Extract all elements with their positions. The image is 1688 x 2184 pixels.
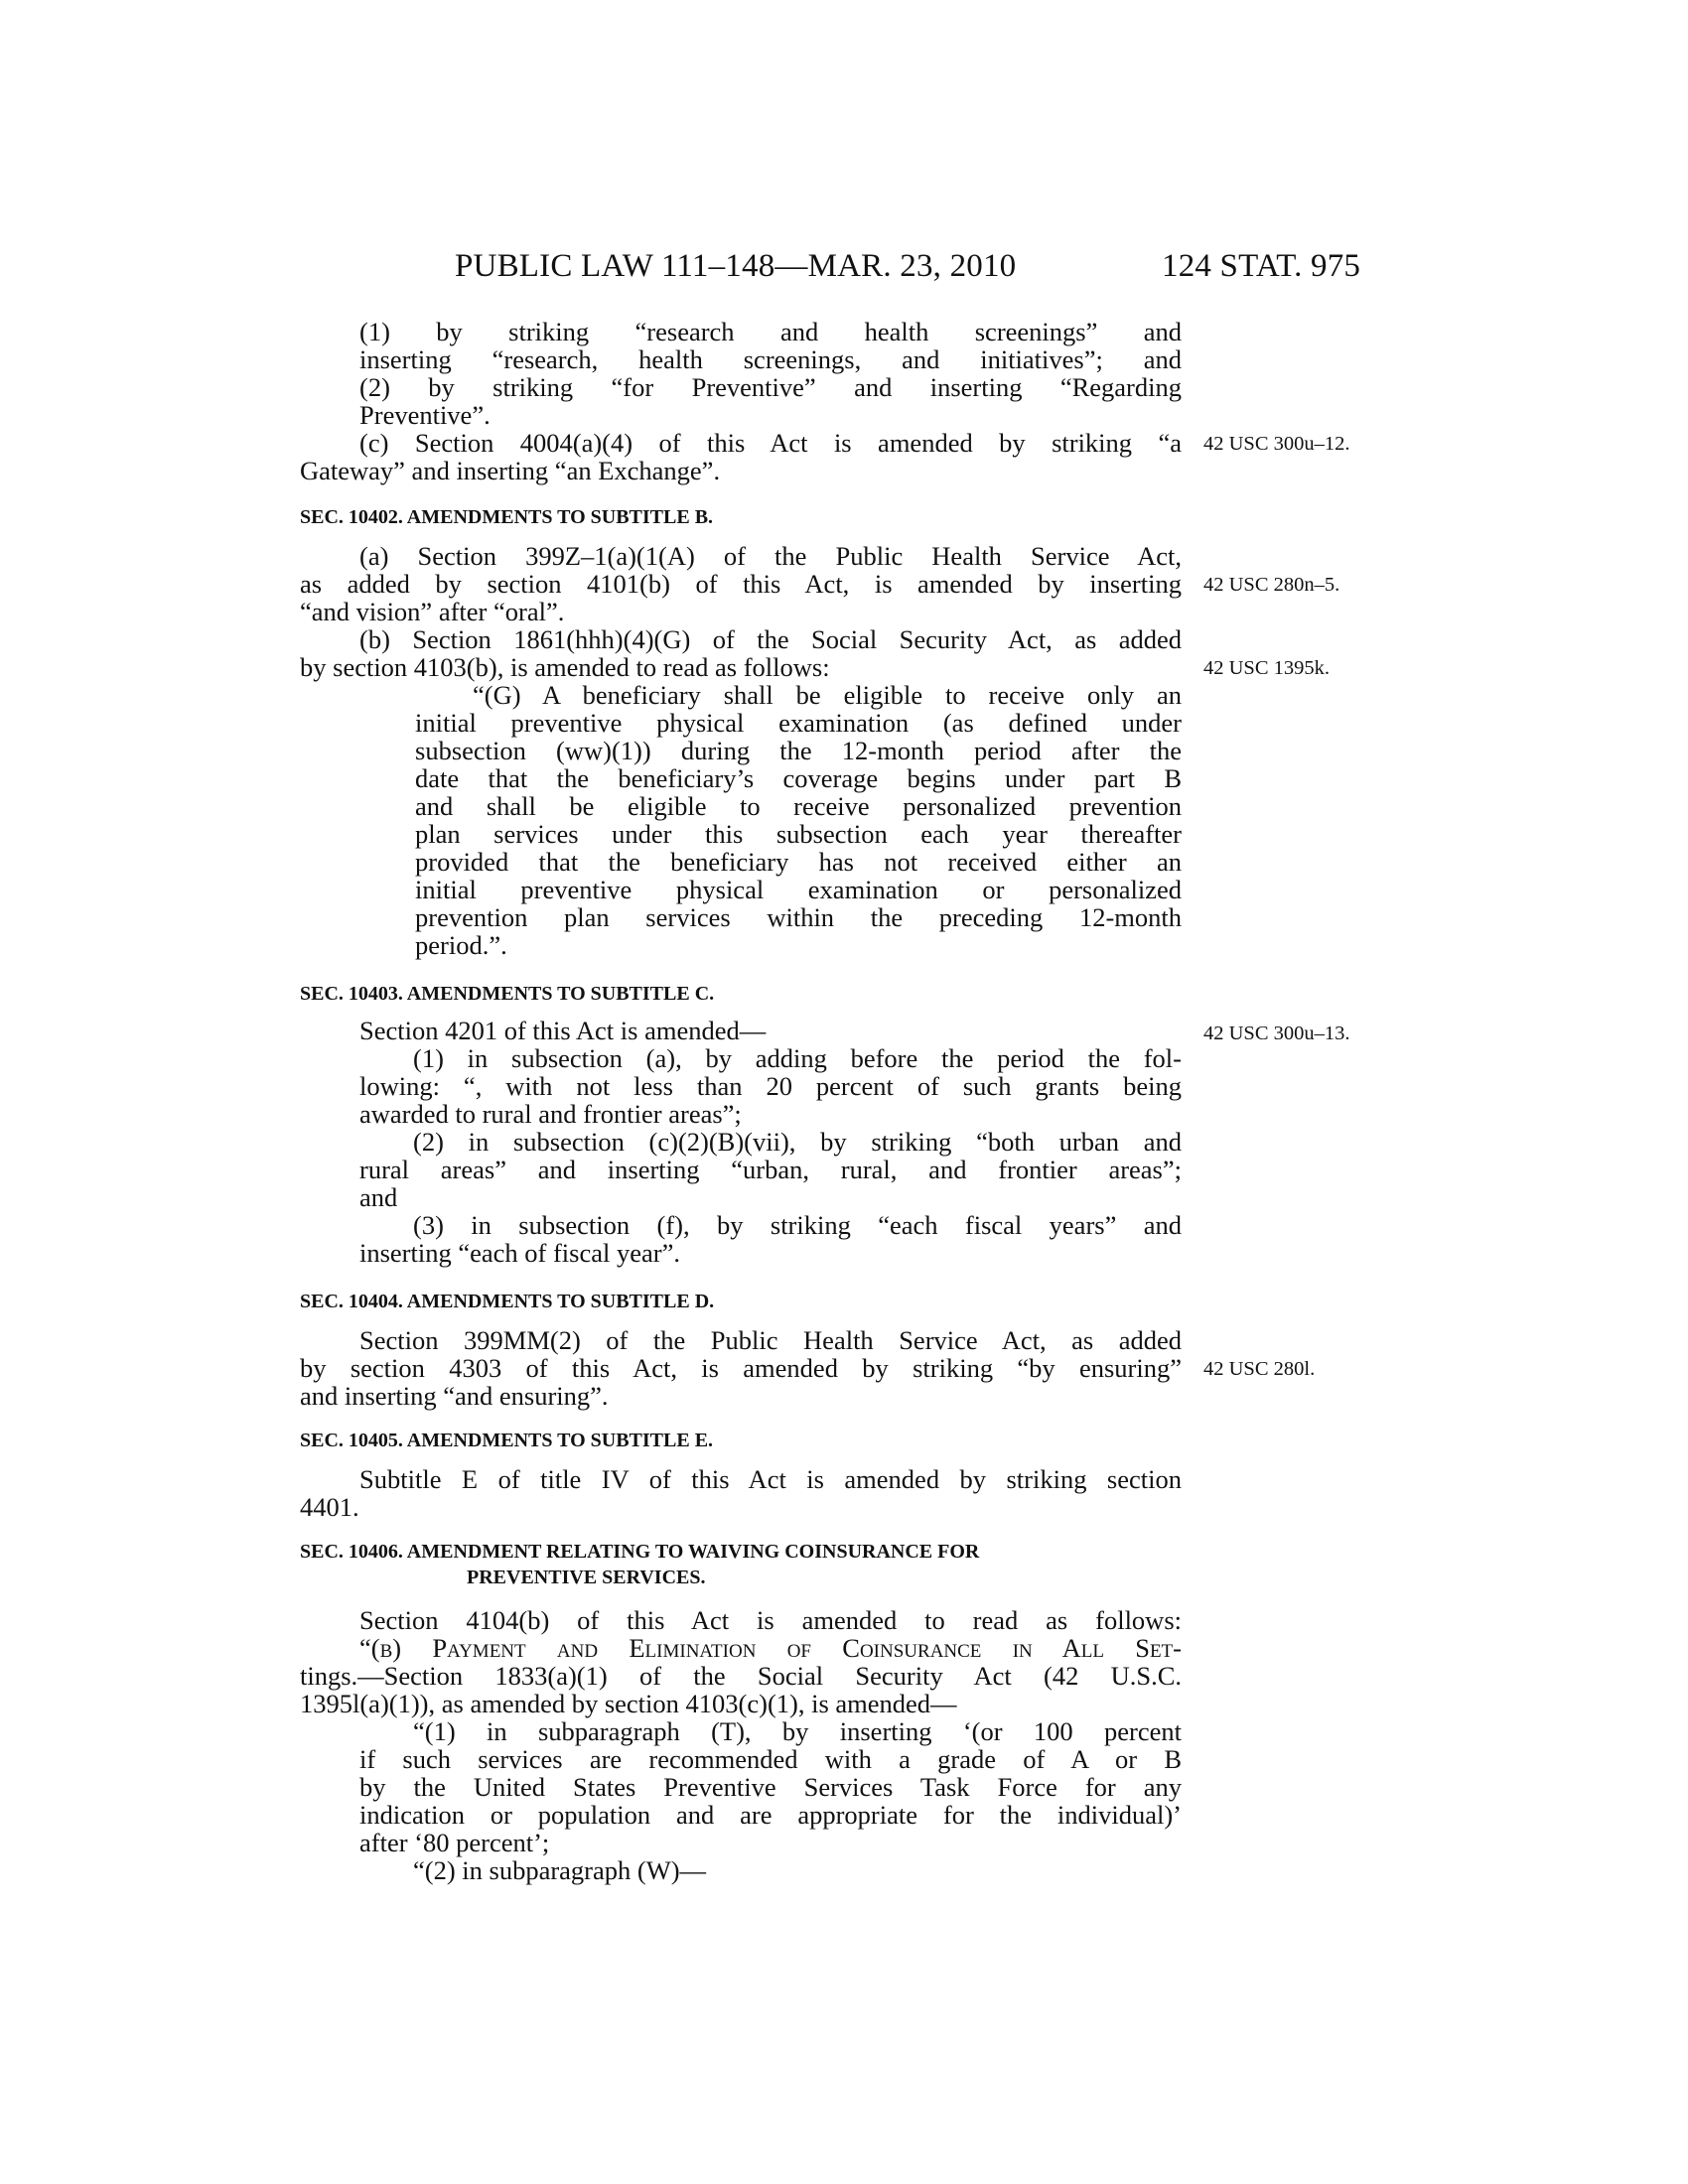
margin-note: 42 USC 300u–12. <box>1203 433 1350 455</box>
text-line: awarded to rural and frontier areas”; <box>359 1099 742 1129</box>
text-line: initial preventive physical examination (as defined under <box>415 708 1182 738</box>
text-line: “(b) Payment and Elimination of Coinsurance in All Set- <box>359 1633 1182 1663</box>
section-heading: SEC. 10403. AMENDMENTS TO SUBTITLE C. <box>300 983 715 1005</box>
page-citation: 124 STAT. 975 <box>1162 248 1361 284</box>
text-line: lowing: “, with not less than 20 percent of such grants being <box>359 1071 1182 1101</box>
text-line: by the United States Preventive Services Task Force for any <box>359 1772 1182 1802</box>
text-line: and <box>359 1182 398 1212</box>
text-line: and inserting “and ensuring”. <box>300 1381 609 1411</box>
text-line: period.”. <box>415 930 507 960</box>
text-line: (2) by striking “for Preventive” and inserting “Regarding <box>359 372 1182 402</box>
text-line: by section 4303 of this Act, is amended by striking “by ensuring” <box>300 1353 1182 1383</box>
text-line: Gateway” and inserting “an Exchange”. <box>300 456 721 485</box>
text-line: subsection (ww)(1)) during the 12-month period after the <box>415 736 1182 765</box>
text-line: 1395l(a)(1)), as amended by section 4103(c)(1), is amended— <box>300 1689 957 1718</box>
text-line: after ‘80 percent’; <box>359 1828 550 1857</box>
text-line: tings.—Section 1833(a)(1) of the Social Security Act (42 U.S.C. <box>300 1661 1182 1691</box>
text-line: “(1) in subparagraph (T), by inserting ‘(or 100 percent <box>413 1716 1182 1746</box>
text-line: if such services are recommended with a grade of A or B <box>359 1744 1182 1774</box>
margin-note: 42 USC 1395k. <box>1203 657 1331 679</box>
text-line: Section 4201 of this Act is amended— <box>359 1016 767 1045</box>
section-heading: SEC. 10406. AMENDMENT RELATING TO WAIVING COINSURANCE FOR <box>300 1541 980 1563</box>
text-line: Section 4104(b) of this Act is amended to read as follows: <box>359 1605 1182 1635</box>
section-heading: SEC. 10405. AMENDMENTS TO SUBTITLE E. <box>300 1430 714 1451</box>
text-line: by section 4103(b), is amended to read as follows: <box>300 652 830 682</box>
text-line: and shall be eligible to receive personalized prevention <box>415 791 1182 821</box>
text-line: as added by section 4101(b) of this Act, is amended by inserting <box>300 569 1182 599</box>
text-line: “(2) in subparagraph (W)— <box>413 1855 707 1885</box>
text-line: provided that the beneficiary has not received either an <box>415 847 1182 877</box>
text-line: (2) in subsection (c)(2)(B)(vii), by striking “both urban and <box>413 1127 1182 1157</box>
section-heading-continued: PREVENTIVE SERVICES. <box>467 1567 706 1588</box>
running-header-title: PUBLIC LAW 111–148—MAR. 23, 2010 <box>455 248 1017 284</box>
section-heading: SEC. 10404. AMENDMENTS TO SUBTITLE D. <box>300 1291 715 1312</box>
text-line: indication or population and are appropriate for the individual)’ <box>359 1800 1182 1830</box>
text-line: rural areas” and inserting “urban, rural, and frontier areas”; <box>359 1155 1182 1184</box>
text-line: (a) Section 399Z–1(a)(1(A) of the Public Health Service Act, <box>359 541 1182 571</box>
text-line: “and vision” after “oral”. <box>300 597 565 626</box>
text-line: date that the beneficiary’s coverage begins under part B <box>415 763 1182 793</box>
text-line: inserting “each of fiscal year”. <box>359 1238 680 1268</box>
text-line: (c) Section 4004(a)(4) of this Act is amended by striking “a <box>359 428 1182 458</box>
margin-note: 42 USC 280n–5. <box>1203 574 1340 596</box>
text-line: prevention plan services within the preceding 12-month <box>415 902 1182 932</box>
text-line: “(G) A beneficiary shall be eligible to receive only an <box>473 680 1182 710</box>
margin-note: 42 USC 300u–13. <box>1203 1023 1350 1044</box>
margin-note: 42 USC 280l. <box>1203 1358 1316 1380</box>
text-line: (1) by striking “research and health screenings” and <box>359 317 1182 346</box>
text-line: (3) in subsection (f), by striking “each fiscal years” and <box>413 1210 1182 1240</box>
text-line: inserting “research, health screenings, and initiatives”; and <box>359 344 1182 374</box>
text-line: Section 399MM(2) of the Public Health Service Act, as added <box>359 1325 1182 1355</box>
text-line: plan services under this subsection each year thereafter <box>415 819 1182 849</box>
section-heading: SEC. 10402. AMENDMENTS TO SUBTITLE B. <box>300 506 714 528</box>
text-line: Preventive”. <box>359 400 491 430</box>
text-line: initial preventive physical examination or personalized <box>415 875 1182 904</box>
text-line: (1) in subsection (a), by adding before the period the fol- <box>413 1043 1182 1073</box>
text-line: (b) Section 1861(hhh)(4)(G) of the Social Security Act, as added <box>359 624 1182 654</box>
text-line: Subtitle E of title IV of this Act is amended by striking section <box>359 1464 1182 1494</box>
text-line: 4401. <box>300 1492 359 1522</box>
